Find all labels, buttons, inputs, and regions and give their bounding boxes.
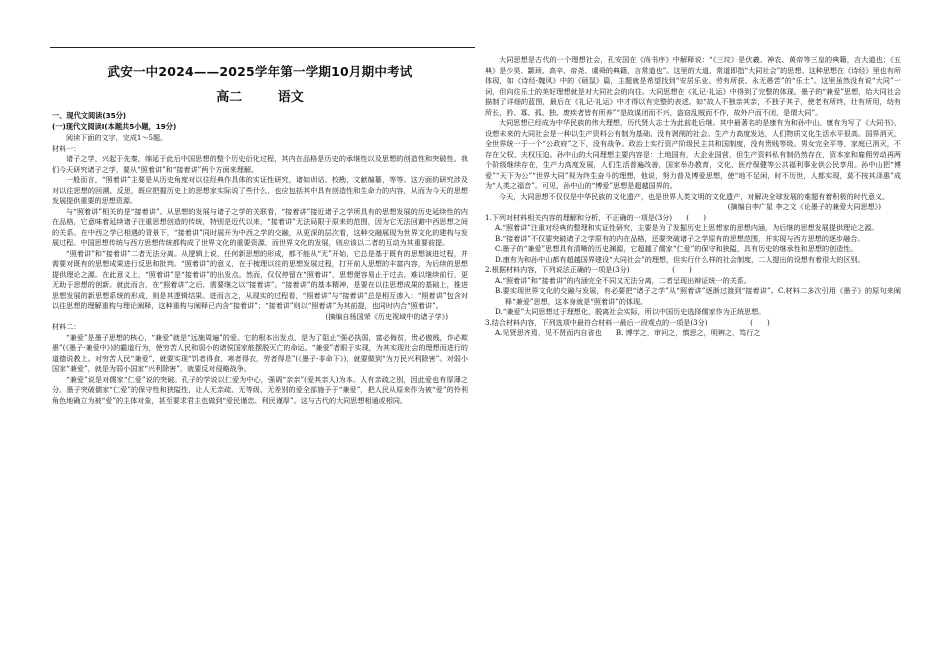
m2-paragraph: 大同思想已经成为中华民族的伟大理想，历代贤人志士为此前赴后继。其中最著名的是康有为和孙中山。康有为写了《大同书》，设想未来的大同社会是一种以生产资料公有制为基础、没有剥削的社会。生产力高度发达，人们物质文化生活水平很高。国界消灭，全世界统一于一个“公政府”之下，没有战争。政治上实行资产阶级民主共和国制度，没有贵贱等级。男女完全平等，家庭已消灭，不存在父权、夫权压迫。孙中山的大同理想主要内容是：土地国有，大企业国营，但生产资料私有制仍然存在，资本家和雇佣劳动再两个阶级继续存在，生产力高度发展，人们生活普遍改善，国家举办教育，文化、医疗保健等公共福利事业供公民享用。孙中山把“博爱”“天下为公”“世界大同”视为终生奋斗的理想，他说，努力普及博爱思想，使“地不足闲，时不历世，人都实现，莫不按其泽惠”成为“人类之福音”。可见，孙中山的“博爱”思想是超越国界的。: [485, 118, 901, 190]
exam-title: 武安一中2024——2025学年第一学期10月期中考试: [107, 64, 413, 79]
m1-paragraph: “照着讲”和“接着讲”二者无法分离。从逻辑上说，任何新思想的形成，都不能从“无”开始，它总是基于既有的思想演进过程，并需要对既有的思想成果进行反思和批判。“照着讲”的意义，在于梳理以往的思想发展过程，打开前人思想的丰富内容，为后续的思想提供理论之源。在此意义上，“照着讲”是“接着讲”的出发点。然而，仅仅停留在“照着讲”，思想便容易止于过去，难以继续前行，更无助于思想的创新。就此而言，在“照着讲”之后，需要继之以“接着讲”。“接着讲”的基本精神，是要在以往思想成果的基础上，推进思想发展的新思想系统的形成，则是其逻辑结果。进而言之，从现实的过程看，“照着讲”与“接着讲”总是相互渗入：“照着讲”包含对以往思想的理解重构与理论阐释，这种重构与阐释已内含“接着讲”；“接着讲”则以“照着讲”为其前提，也同时内合“照着讲”。: [52, 248, 468, 310]
instruction: 阅读下面的文字，完成1～5题。: [66, 133, 168, 142]
exam-subtitle: 高二 语文: [216, 90, 304, 105]
material2-label: 材料二：: [52, 322, 81, 331]
m1-paragraph: 与“照着讲”相关的是“接着讲”。从思想的发展与诸子之学的关联看，“接着讲”接近诸子之学所具有的思想发展的历史延续性的内在品格，它意味着延续诸子注重思想创造的传统，特别是近代以来，“接着讲”无法局限于原来的范围，因为它无法回避中西思想之间的关系。在中西之学已相遇的背景下，“接着讲”同时展开为中西之学的交融，从更深的层次看，这种交融展现为世界文化的建构与发展过程。中国思想传统与西方思想传统都构成了世界文化的重要资源，而世界文化的发展，则应该以二者的互动为其重要前提。: [52, 206, 468, 247]
right-column: [485, 55, 901, 339]
question-3-stem: 3.结合材料内容，下列选项中最符合材料一最后一段观点的一项是(3分) ( ): [485, 317, 770, 327]
m2-paragraph: “兼爱”说是对儒家“仁爱”说的突破。孔子的学说以仁爱为中心，强调“亲亲”(爱其亲人)为本。人有亲疏之别，因此爱也有厚薄之分。墨子突破儒家“仁爱”的保守性和狭隘性，让人无亲疏、无等级、无差别的爱全部施予于“兼爱”，把人民从原来作为被“爱”的怜利角色地确立为被“爱”的主体对象，甚至要求君主也做到“爱民谨忠、利民谨厚”。这与古代的大同思想相通或相同。: [52, 374, 468, 405]
subsection-heading: (一)现代文阅读Ⅰ(本题共5小题，19分): [52, 122, 177, 131]
question-1-stem: 1.下列对材料相关内容的理解和分析，不正确的一项是(3分) ( ): [485, 212, 706, 222]
question-1-option: C.墨子的“兼爱”思想具有清晰的历史渊源，它超越了儒家“仁爱”的保守和狭隘，具有历史的继承性和思想的创造性。: [495, 244, 858, 253]
m1-paragraph: 诸子之学，兴起于先秦，绵延于此后中国思想的整个历史衍化过程，其内在品格是历史的承继性以及思想的创造性和突破性。我们今天研究诸子之学，要从“照着讲”和“接着讲”两个方面来理解。: [52, 154, 468, 174]
m2-paragraph: 大同思想是古代的一个理想社会，孔安国在《尚书序》中解释说：“《三坟》是伏羲、神农、黄帝等三皇的典籍，言大道也；《五典》是少昊、颛顼、高辛、帝尧、虞舜的典籍，言常道也”。这里的大道、常道即指“大同社会”的思想。这种思想在《诗经》里也有所体现，如《诗经·魏风》中的《硕鼠》篇，主题就是希望找到“安居乐业、劳有所获、永无愚苦”的“乐土”。这里虽然没有说“大同”一词，但向往乐土的美好理想就是对大同社会的向往。大同思想在《礼记·礼运》中得到了完整的体现。墨子的“兼爱”思想，给大同社会描制了详细的蓝图，最后在《礼记·礼运》中才得以有完整的表述。如“故人不独亲其亲，不独子其子，使老有所终，壮有所用，幼有所长，矜、寡、孤、独、废疾者皆有所养”“是故谋闭而不兴，盗窃乱贼而不作，故外户而不闭，是谓大同”。: [485, 55, 901, 117]
question-1-option: D.康有为和孙中山都有超越国界建设“大同社会”的理想，但实行什么样的社会制度，二人提出的设想有着很大的区别。: [495, 254, 865, 264]
material1-label: 材料一：: [52, 143, 81, 153]
section-heading: 一、现代文阅读(35分): [52, 111, 127, 120]
question-2-option: B.要实现世界文化的交融与发展，有必要把“诸子之学”从“照着讲”逐渐过渡到“接着讲”。C.材料二多次引用《墨子》的原句来阐释“兼爱”思想，这本身就是“照着讲”的体现。: [495, 286, 901, 306]
question-3-option: A.见贤思齐焉，见不贤而内自省也 B. 博学之，审问之，慎思之，明辨之，笃行之: [495, 328, 761, 337]
m1-source: (摘编自杨国荣《历史视域中的诸子学》): [325, 311, 448, 321]
left-column: [52, 52, 468, 406]
question-2-stem: 2.根据材料内容，下列说法正确的一项是(3分) ( ): [485, 265, 692, 274]
question-1-option: A.“照着讲”注重对经典的整理和实证性研究，主要是为了发掘历史上思想家的思想内涵，为后继的思想发展提供理论之源。: [495, 223, 879, 232]
m2-paragraph: 今天，大同思想不仅仅是中华民族的文化遗产，也是世界人类文明的文化遗产，对解决全球发展的难题有着积极的时代意义。: [499, 191, 890, 201]
question-2-option: A.“照着讲”和“接着讲”的内涵完全不同又无法分离，二者呈现出辩证统一的关系。: [495, 275, 751, 285]
m1-paragraph: 一般而言，“照着讲”主要是从历史角度对以往经典作具体的实证性研究，诸如训诂、校勘、文献编纂，等等。这方面的研究涉及对以往思想的回溯、反思，既应把握历史上的思想家实际说了些什么，也应包括其中具有创造性和生命力的内容，从而为今天的思想发展提供重要的思想资源。: [52, 175, 468, 205]
question-2-option: D.“兼爱”大同思想过于理想化，脱离社会实际，所以中国历史选择儒家作为正统思想。: [495, 307, 766, 316]
m2-paragraph: “兼爱”是墨子思想的核心，“兼爱”就是“远施周遍”的爱。它的根本出发点，是为了阻止“强必执弱，富必侮贫，贵必傲贱，诈必欺愚”(《墨子·兼爱中》)的霸道行为，使穷苦人民和弱小的诸侯国家能摆脱灭亡的命运。“兼爱”者眼于实现，为其实现社会的理想而进行的道德说教上。对穷苦人民“兼爱”，就要实现“饥者得食，寒者得衣，劳者得息”(《墨子·非命下》)，就要做到“为万民兴利除害”。对弱小国家“兼爱”，就是为弱小国家“兴利除害”，就要反对侵略战争。: [52, 332, 468, 373]
m2-source: (摘编自李广星 李之文《论墨子的兼爱大同思想》): [727, 202, 881, 211]
question-1-option: B.“接着讲”不仅要突破诸子之学原有的内在品格，还要突破诸子之学原有的思想范围，并实现与西方思想的逐步融合。: [495, 233, 865, 243]
header-rule: [50, 47, 475, 48]
